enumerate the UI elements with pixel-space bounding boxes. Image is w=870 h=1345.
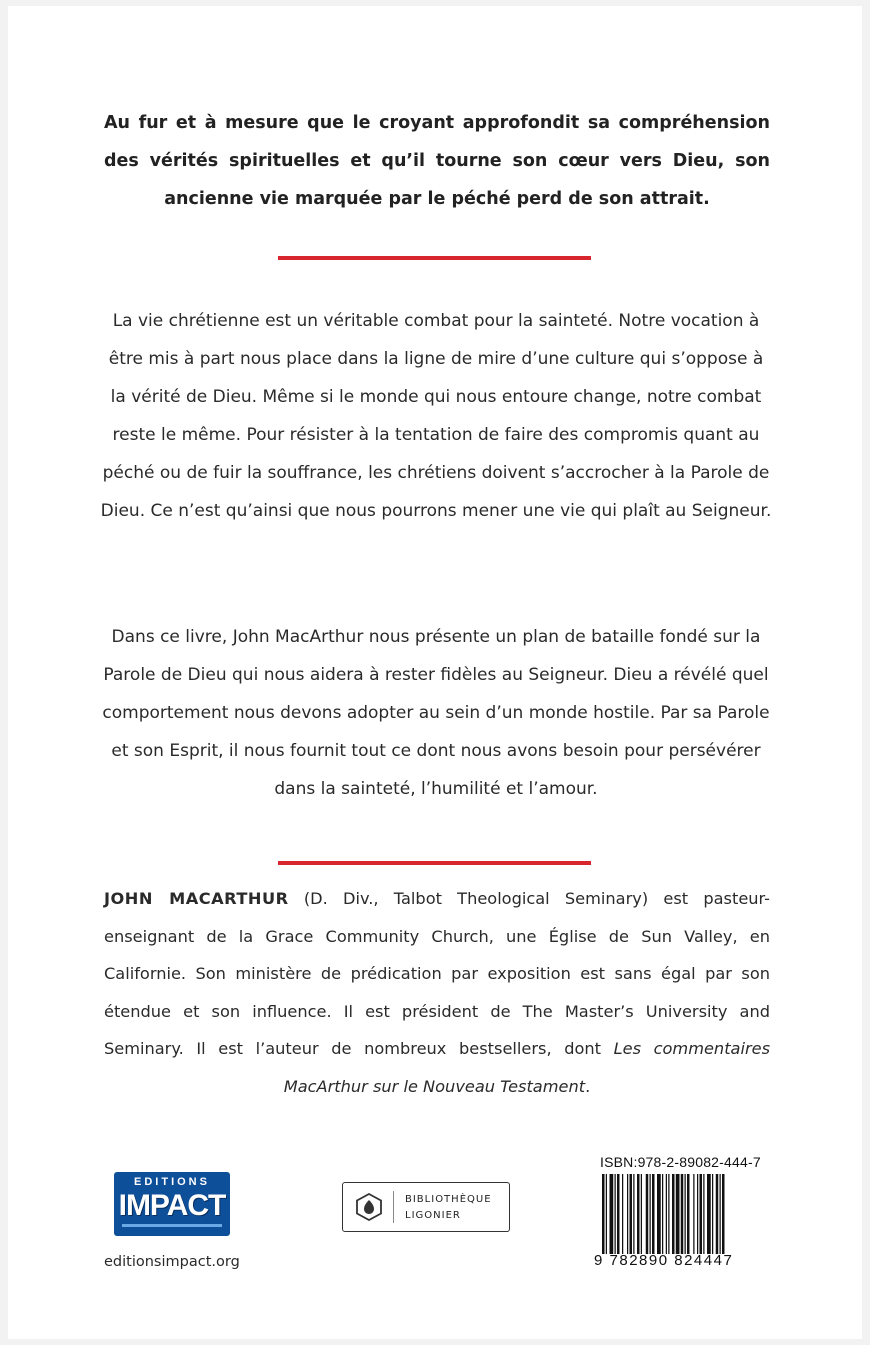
ligonier-line-1: BIBLIOTHÈQUE: [405, 1194, 492, 1205]
ligonier-logo: [342, 1182, 510, 1232]
isbn-barcode: [602, 1174, 762, 1254]
logo-underline: [122, 1224, 222, 1227]
author-bio-text: (D. Div., Talbot Theological Seminary) est pasteur-enseignant de la Grace Community Church, une Église de Sun Valley, en Californie. Son ministère de prédication par exposition est sans égal par son étendue et son influence. Il est président de The Master’s University and Seminary. Il est l’auteur de nombreux bestsellers, dont: [104, 889, 771, 1058]
editions-impact-logo: [114, 1172, 230, 1236]
ligonier-emblem-icon: [355, 1193, 383, 1221]
description-paragraph-1: La vie chrétienne est un véritable combat pour la sainteté. Notre vocation à être mis à part nous place dans la ligne de mire d’une culture qui s’oppose à la vérité de Dieu. Même si le monde qui nous entoure change, notre combat reste le même. Pour résister à la tentation de faire des compromis quant au péché ou de fuir la souffrance, les chrétiens doivent s’accrocher à la Parole de Dieu. Ce n’est qu’ainsi que nous pourrons mener une vie qui plaît au Seigneur.: [100, 311, 772, 521]
red-divider-bottom: [278, 861, 591, 865]
barcode-digits: 9 782890 824447: [594, 1252, 734, 1269]
book-title: Les commentaires MacArthur sur le Nouveau Testament: [283, 1039, 771, 1096]
publisher-website[interactable]: editionsimpact.org: [104, 1254, 240, 1270]
ligonier-line-2: LIGONIER: [405, 1210, 461, 1221]
author-name: JOHN MACARTHUR: [104, 889, 289, 908]
red-divider-top: [278, 256, 591, 260]
isbn-label: ISBN:978-2-89082-444-7: [600, 1154, 761, 1170]
back-cover: [8, 6, 862, 1339]
logo-editions-text: EDITIONS: [134, 1176, 210, 1188]
logo-impact-text: IMPACT: [118, 1189, 226, 1222]
ligonier-separator: [393, 1191, 394, 1223]
author-bio-end: .: [585, 1076, 591, 1096]
lead-paragraph: Au fur et à mesure que le croyant approfondit sa compréhension des vérités spirituelles et qu’il tourne son cœur vers Dieu, son ancienne vie marquée par le péché perd de son attrait.: [104, 113, 770, 209]
description-paragraph-2: Dans ce livre, John MacArthur nous présente un plan de bataille fondé sur la Parole de Dieu qui nous aidera à rester fidèles au Seigneur. Dieu a révélé quel comportement nous devons adopter au sein d’un monde hostile. Par sa Parole et son Esprit, il nous fournit tout ce dont nous avons besoin pour persévérer dans la sainteté, l’humilité et l’amour.: [102, 627, 770, 799]
author-bio: [104, 880, 770, 1105]
